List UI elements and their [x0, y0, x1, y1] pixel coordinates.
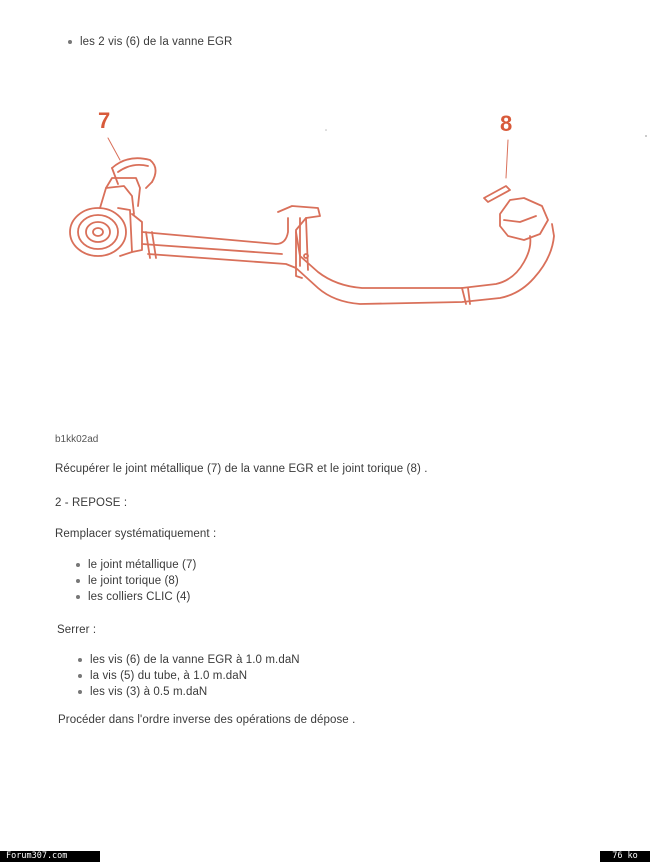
replace-intro: Remplacer systématiquement :: [55, 528, 217, 540]
section-title: 2 - REPOSE :: [55, 497, 128, 509]
list-item: les colliers CLIC (4): [76, 589, 196, 605]
footer-size-label: 76 ko: [600, 851, 650, 862]
o-ring-8: [484, 186, 510, 202]
list-item: les vis (3) à 0.5 m.daN: [78, 684, 300, 700]
instruction-recover: Récupérer le joint métallique (7) de la vanne EGR et le joint torique (8) .: [55, 463, 428, 475]
bullet-dot: [76, 563, 80, 567]
replace-list: [76, 557, 196, 605]
bullet-dot: [78, 674, 82, 678]
list-item: la vis (5) du tube, à 1.0 m.daN: [78, 668, 300, 684]
bullet-dot: [76, 579, 80, 583]
bullet-dot: [78, 658, 82, 662]
egr-tube-diagram: [0, 0, 650, 430]
bullet-dot: [76, 595, 80, 599]
callout-7: 7: [98, 108, 111, 133]
tighten-intro: Serrer :: [57, 624, 97, 636]
list-item: le joint torique (8): [76, 573, 196, 589]
callout-8: 8: [500, 111, 513, 136]
leader-line-7: [108, 138, 120, 160]
list-item: le joint métallique (7): [76, 557, 196, 573]
closing-instruction: Procéder dans l'ordre inverse des opérations de dépose .: [58, 714, 356, 726]
leader-line-8: [506, 140, 508, 178]
tighten-list: [78, 652, 300, 700]
egr-tube: [142, 198, 554, 304]
footer-site-label: Forum307.com: [0, 851, 100, 862]
list-item: les vis (6) de la vanne EGR à 1.0 m.daN: [78, 652, 300, 668]
egr-valve-body: [70, 178, 142, 256]
bullet-dot: [78, 690, 82, 694]
figure-reference-code: b1kk02ad: [55, 434, 99, 445]
top-bullet-text: les 2 vis (6) de la vanne EGR: [80, 36, 233, 48]
